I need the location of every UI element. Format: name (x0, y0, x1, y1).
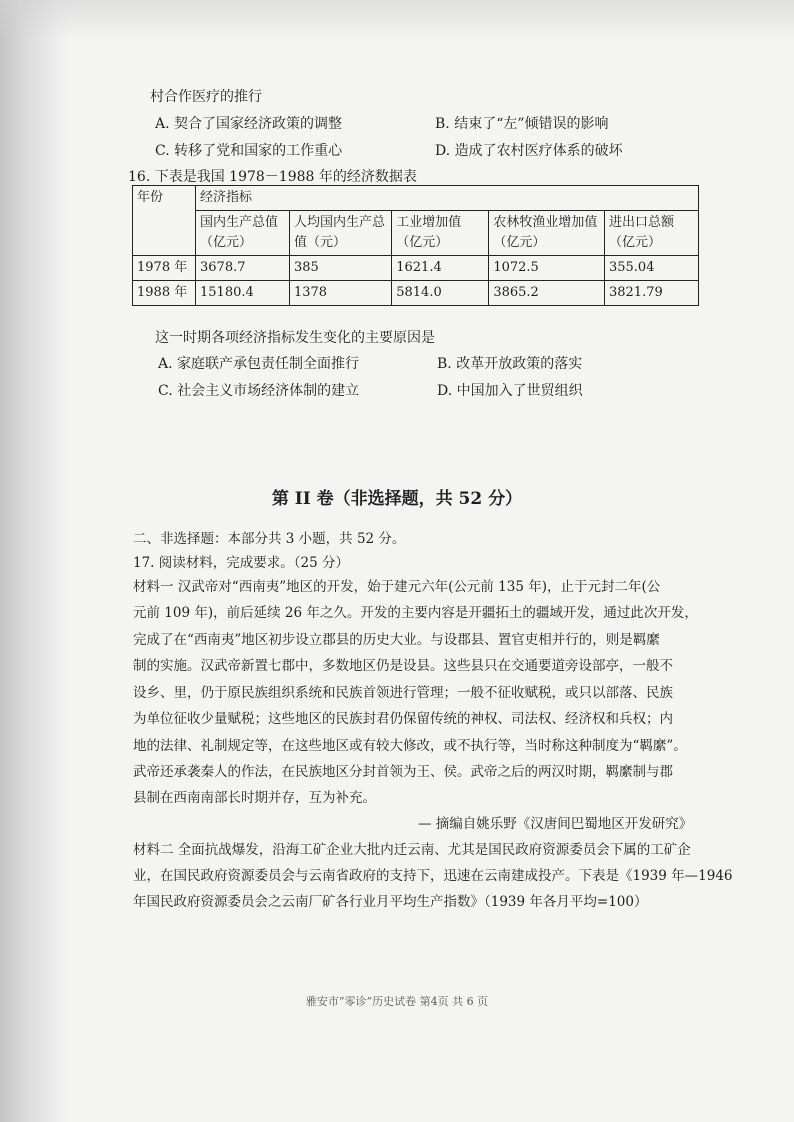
section-note: 二、非选择题：本部分共 3 小题，共 52 分。 (133, 531, 406, 547)
q15-option-b: B. 结束了“左”倾错误的影响 (435, 116, 609, 132)
q16-option-d: D. 中国加入了世贸组织 (437, 383, 583, 399)
q16-stem: 16. 下表是我国 1978－1988 年的经济数据表 (128, 169, 417, 185)
material1-source: — 摘编自姚乐野《汉唐间巴蜀地区开发研究》 (418, 816, 693, 832)
material1-line: 完成了在“西南夷”地区初步设立郡县的历史大业。与设郡县、置官吏相并行的，则是羁縻 (133, 632, 660, 648)
column-header-gdp: 国内生产总值（亿元） (196, 211, 290, 256)
material1-line: 武帝还承袭秦人的作法，在民族地区分封首领为王、侯。武帝之后的两汉时期，羁縻制与郡 (133, 764, 673, 780)
table-cell: 385 (289, 256, 391, 281)
material1-line: 材料一 汉武帝对“西南夷”地区的开发，始于建元六年(公元前 135 年)，止于元封二年(公 (133, 579, 661, 595)
indicator-group-header: 经济指标 (196, 186, 699, 211)
q16-option-c: C. 社会主义市场经济体制的建立 (158, 383, 360, 399)
table-cell: 5814.0 (392, 281, 489, 306)
table-row (133, 256, 699, 281)
column-header-gdp-per-capita: 人均国内生产总值（元） (289, 211, 391, 256)
section-title: 第 II 卷（非选择题，共 52 分） (271, 489, 523, 509)
row-year: 1978 年 (133, 256, 196, 281)
column-header-industry: 工业增加值（亿元） (392, 211, 489, 256)
q17-stem: 17. 阅读材料，完成要求。（25 分） (133, 555, 349, 571)
q15-stem-tail: 村合作医疗的推行 (150, 89, 262, 105)
table-row (133, 281, 699, 306)
table-cell: 3821.79 (604, 281, 698, 306)
table-cell: 1621.4 (392, 256, 489, 281)
table-cell: 15180.4 (196, 281, 290, 306)
table-cell: 3678.7 (196, 256, 290, 281)
material1-line: 设乡、里，仍于原民族组织系统和民族首领进行管理；一般不征收赋税，或只以部落、民族 (133, 685, 673, 701)
economic-data-table (132, 185, 699, 306)
material1-line: 地的法律、礼制规定等，在这些地区或有较大修改，或不执行等，当时称这种制度为“羁縻”。 (133, 738, 687, 754)
material1-line: 为单位征收少量赋税；这些地区的民族封君仍保留传统的神权、司法权、经济权和兵权；内 (133, 711, 673, 727)
table-cell: 1378 (289, 281, 391, 306)
page-footer: 雅安市“零诊”历史试卷 第4页 共 6 页 (305, 995, 489, 1008)
material1-line: 元前 109 年)，前后延续 26 年之久。开发的主要内容是开疆拓土的疆域开发，通过此次开发， (133, 605, 698, 621)
q15-option-c: C. 转移了党和国家的工作重心 (155, 143, 343, 159)
q15-option-d: D. 造成了农村医疗体系的破坏 (435, 143, 623, 159)
year-header: 年份 (133, 186, 196, 256)
material1-line: 制的实施。汉武帝新置七郡中，多数地区仍是设县。这些县只在交通要道旁设部亭，一般不 (133, 658, 673, 674)
material2-line: 材料二 全面抗战爆发，沿海工矿企业大批内迁云南、尤其是国民政府资源委员会下属的工矿企 (133, 842, 691, 858)
q16-option-b: B. 改革开放政策的落实 (437, 356, 583, 372)
q16-question: 这一时期各项经济指标发生变化的主要原因是 (155, 330, 435, 346)
row-year: 1988 年 (133, 281, 196, 306)
material2-line: 年国民政府资源委员会之云南厂矿各行业月平均生产指数》（1939 年各月平均=100） (133, 894, 648, 910)
column-header-agriculture: 农林牧渔业增加值（亿元） (489, 211, 605, 256)
table-cell: 1072.5 (489, 256, 605, 281)
table-cell: 355.04 (604, 256, 698, 281)
q16-option-a: A. 家庭联产承包责任制全面推行 (158, 356, 360, 372)
column-header-trade: 进出口总额（亿元） (604, 211, 698, 256)
table-cell: 3865.2 (489, 281, 605, 306)
q15-option-a: A. 契合了国家经济政策的调整 (155, 116, 343, 132)
material2-line: 业，在国民政府资源委员会与云南省政府的支持下，迅速在云南建成投产。下表是《1939 年—1946 (133, 868, 733, 884)
material1-line: 县制在西南南部长时期并存，互为补充。 (133, 790, 376, 806)
